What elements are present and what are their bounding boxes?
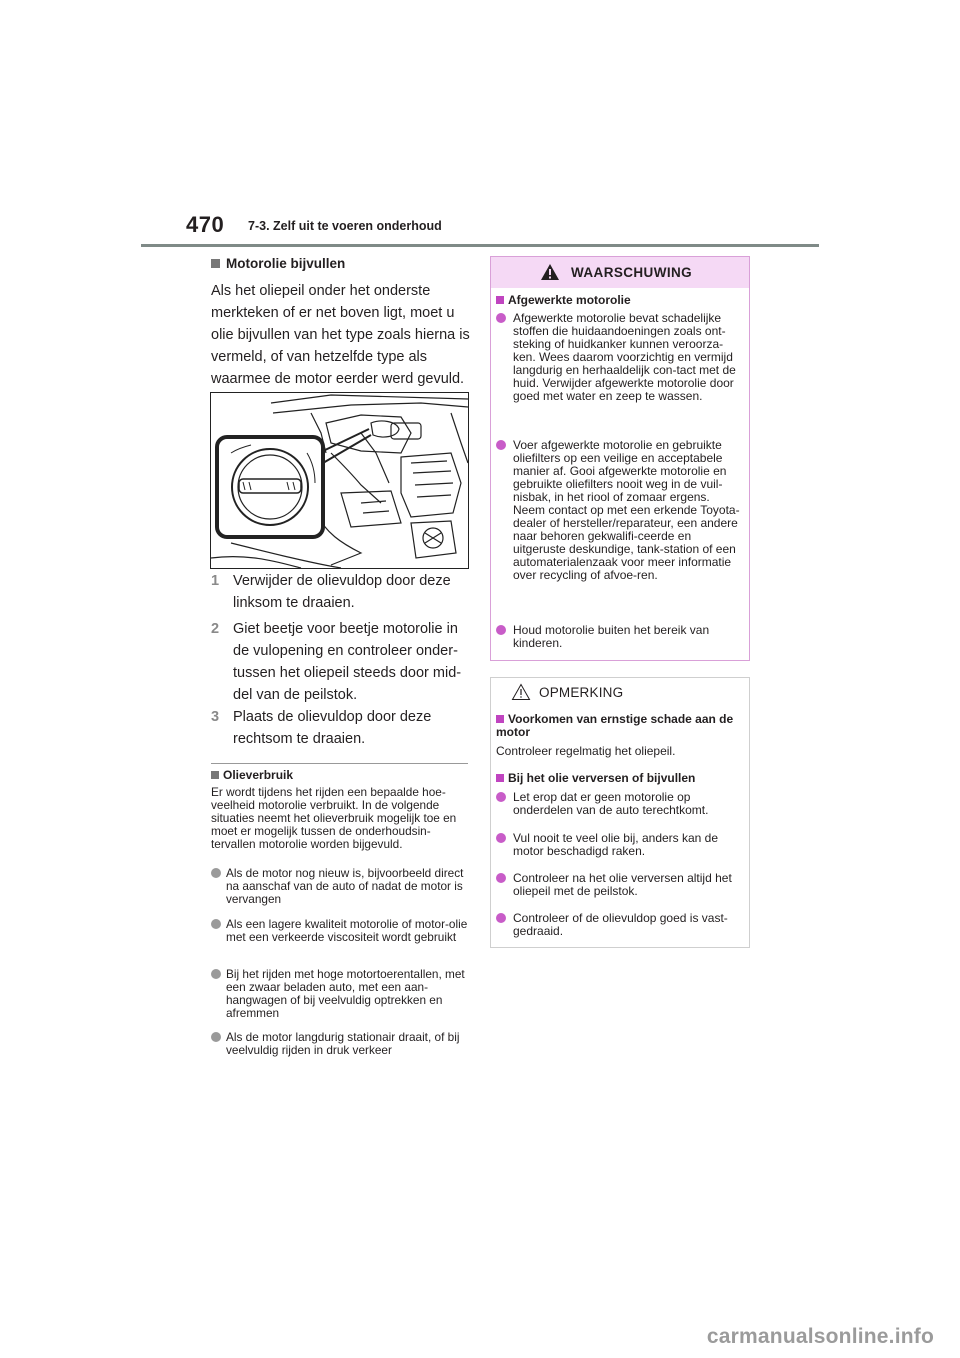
bullet-text: Als de motor langdurig stationair draait, of bij veelvuldig rijden in druk verkeer — [226, 1030, 460, 1057]
note-subheading-text: Bij het olie verversen of bijvullen — [508, 771, 696, 785]
warning-bullet — [496, 624, 736, 654]
section-title: 7-3. Zelf uit te voeren onderhoud — [248, 219, 442, 233]
warning-bullet — [496, 438, 740, 609]
note-subheading — [496, 772, 741, 785]
warning-subheading-text: Afgewerkte motorolie — [508, 293, 631, 307]
header-rule — [141, 244, 819, 247]
bullet-item — [211, 867, 471, 907]
note-bullet — [496, 872, 736, 900]
square-bullet-icon — [211, 771, 219, 779]
bullet-dot-icon — [496, 440, 506, 450]
warning-bullet — [496, 312, 736, 430]
step-number: 2 — [211, 621, 220, 637]
note-bullet-text: Let erop dat er geen motorolie op onderdelen van de auto terechtkomt. — [513, 790, 709, 817]
bullet-dot-icon — [211, 919, 221, 929]
bullet-dot-icon — [211, 868, 221, 878]
bullet-dot-icon — [496, 833, 506, 843]
note-paragraph: Controleer regelmatig het oliepeil. — [496, 744, 676, 758]
warning-box — [490, 256, 750, 661]
bullet-dot-icon — [211, 969, 221, 979]
step-text: Giet beetje voor beetje motorolie in de vulopening en controleer onder-tussen het oliepeil steeds door mid-del van de peilstok. — [233, 621, 462, 703]
olieverbruik-heading-text: Olieverbruik — [223, 768, 294, 782]
warning-header — [491, 257, 749, 288]
step-text: Plaats de olievuldop door deze rechtsom te draaien. — [233, 709, 432, 747]
bullet-dot-icon — [496, 625, 506, 635]
bullet-item — [211, 1031, 471, 1058]
bullet-text: Als de motor nog nieuw is, bijvoorbeeld direct na aanschaf van de auto of nadat de motor is vervangen — [226, 866, 464, 906]
bullet-dot-icon — [496, 873, 506, 883]
bullet-dot-icon — [496, 913, 506, 923]
note-title: OPMERKING — [539, 685, 624, 700]
note-bullet — [496, 791, 736, 819]
warning-subheading — [496, 293, 631, 307]
bullet-item — [211, 968, 471, 1021]
warning-bullet-text: Voer afgewerkte motorolie en gebruikte oliefilters op een veilige en acceptabele manier af. Gooi afgewerkte motorolie en gebruikte oliefilters nooit weg in de vuil-nisbak, in het riool of zomaar ergens. Neem contact op met een erkende Toyota-dealer of hersteller/reparateur, een andere naar behoren gekwalifi-ceerde en uitgeruste deskundige, tank-station of een automaterialenzaak voor meer informatie over recycling of afvoe-ren. — [513, 438, 740, 582]
square-bullet-icon — [496, 774, 504, 782]
note-subheading-text: Voorkomen van ernstige schade aan de motor — [496, 712, 734, 739]
step-item — [211, 706, 473, 750]
square-bullet-icon — [496, 715, 504, 723]
note-bullet — [496, 912, 736, 940]
engine-bay-drawing — [211, 393, 468, 568]
olieverbruik-heading — [211, 768, 293, 782]
engine-bay-illustration — [210, 392, 469, 569]
section-heading-text: Motorolie bijvullen — [226, 256, 346, 271]
note-bullet-text: Controleer na het olie verversen altijd het oliepeil met de peilstok. — [513, 871, 732, 898]
bullet-dot-icon — [211, 1032, 221, 1042]
caution-triangle-icon — [511, 683, 531, 701]
step-item — [211, 570, 473, 614]
bullet-text: Bij het rijden met hoge motortoerentallen, met een zwaar beladen auto, met een aan-hangwagen of bij veelvuldig optrekken en afremmen — [226, 967, 465, 1020]
bullet-text: Als een lagere kwaliteit motorolie of motor-olie met een verkeerde viscositeit wordt gebruikt — [226, 917, 468, 944]
warning-title: WAARSCHUWING — [571, 265, 693, 280]
note-bullet-text: Vul nooit te veel olie bij, anders kan de motor beschadigd raken. — [513, 831, 719, 858]
square-bullet-icon — [496, 296, 504, 304]
step-text: Verwijder de olievuldop door deze linksom te draaien. — [233, 573, 451, 611]
section-heading — [211, 256, 345, 271]
square-bullet-icon — [211, 259, 220, 268]
step-item — [211, 618, 473, 706]
intro-paragraph: Als het oliepeil onder het onderste merkteken of er net boven ligt, moet u olie bijvullen van het type zoals hierna is vermeld, of van hetzelfde type als waarmee de motor eerder werd gevuld. — [211, 283, 470, 387]
note-bullet — [496, 832, 736, 860]
warning-bullet-text: Afgewerkte motorolie bevat schadelijke stoffen die huidaandoeningen zoals ont-steking of huidkanker kunnen veroorza-ken. Wees daarom voorzichtig en vermijd langdurig en herhaaldelijk con-tact met de huid. Verwijder afgewerkte motorolie door goed met water en zeep te wassen. — [513, 311, 736, 403]
olieverbruik-paragraph: Er wordt tijdens het rijden een bepaalde hoe-veelheid motorolie verbruikt. In de volgende situaties neemt het olieverbruik mogelijk toe en moet er mogelijk tussen de onderhoudsin-tervallen motorolie worden bijgevuld. — [211, 785, 457, 851]
step-number: 3 — [211, 709, 220, 725]
watermark: carmanualsonline.info — [706, 1325, 934, 1348]
note-subheading — [496, 713, 741, 739]
warning-bullet-text: Houd motorolie buiten het bereik van kinderen. — [513, 623, 710, 650]
note-header — [491, 678, 749, 709]
step-number: 1 — [211, 573, 220, 589]
note-bullet-text: Controleer of de olievuldop goed is vast-gedraaid. — [513, 911, 728, 938]
bullet-dot-icon — [496, 792, 506, 802]
warning-triangle-icon — [540, 263, 560, 281]
bullet-item — [211, 918, 471, 958]
section-divider — [211, 763, 468, 764]
bullet-dot-icon — [496, 313, 506, 323]
note-box — [490, 677, 750, 948]
page-number: 470 — [186, 212, 225, 237]
